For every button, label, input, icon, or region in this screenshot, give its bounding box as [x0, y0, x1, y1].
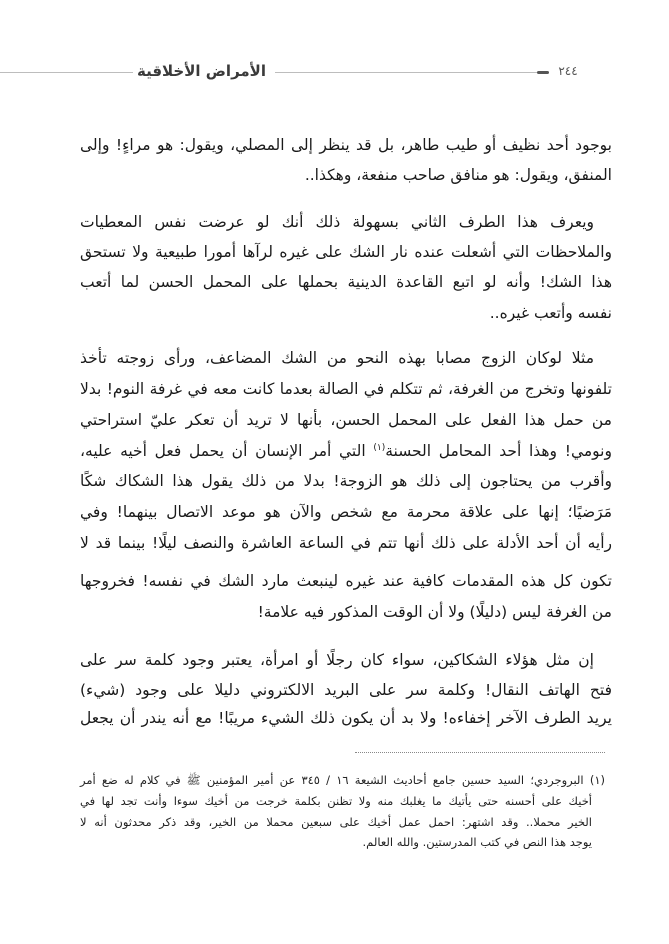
header-rule-left [0, 72, 133, 73]
text-line: ويعرف هذا الطرف الثاني بسهولة ذلك أنك لو عرضت نفس المعطيات [80, 213, 594, 231]
text-line: فتح الهاتف النقال! وكلمة سر على البريد الالكتروني دليلا على وجود (شيء) [80, 681, 612, 699]
footnote-separator [355, 752, 605, 753]
text-line: مَرَضيًا؛ إنها على علاقة محرمة مع شخص والآن هو موعد الاتصال بينهما! وفي [80, 503, 612, 521]
running-title: الأمراض الأخلاقية [136, 62, 266, 80]
header-rule-right [275, 72, 545, 73]
text-line: والملاحظات التي أشعلت عنده نار الشك على غيره لرآها أمورا طبيعية ولا تستحق [80, 243, 612, 261]
footnote-line: يوجد هذا النص في كتب المدرستين. والله العالم. [362, 835, 592, 849]
text-line: وأقرب من يحتاجون إلى ذلك هو الزوجة! بدلا من ذلك يقول هذا الشكاك شكًا [80, 472, 612, 490]
text-line: تكون كل هذه المقدمات كافية عند غيره لينبعث مارد الشك في نفسه! فخروجها [80, 572, 612, 590]
text-line: من حمل هذا الفعل على المحمل الحسن، بأنها لا تريد أن تعكر عليّ استراحتي [80, 411, 612, 429]
text-line: نفسه وأتعب غيره.. [489, 304, 612, 322]
text-line: من الغرفة ليس (دليلًا) ولا أن الوقت المذكور فيه علامة! [257, 603, 612, 621]
text-segment: التي أمر الإنسان أن يحمل فعل أخيه عليه، [80, 442, 374, 460]
text-line: المنفق، ويقول: هو منافق صاحب منفعة، وهكذا.. [304, 166, 612, 184]
footnote-line: أخيك على أحسنه حتى يأتيك ما يغلبك منه ولا تظنن بكلمة خرجت من أخيك سوءا وأنت تجد لها في [80, 794, 592, 808]
header-rule-bar [537, 71, 549, 74]
footnote-reference[interactable]: (١) [373, 442, 386, 453]
text-line: مثلا لوكان الزوج مصابا بهذه النحو من الشك المضاعف، ورأى زوجته تأخذ [80, 349, 594, 367]
footnote-line: الخير محملا.. وقد اشتهر: احمل عمل أخيك على سبعين محملا من الخير، وقد ذكر محدثون أنه لا [80, 815, 592, 829]
text-segment: ونومي! وهذا أحد المحامل الحسنة [385, 442, 612, 460]
footnote-line: (١) البروجردي؛ السيد حسين جامع أحاديث الشيعة ١٦ / ٣٤٥ عن أمير المؤمنين ﷺ في كلام له ضع أمر [80, 773, 606, 787]
text-line: هذا الشك! وأنه لو اتبع القاعدة الدينية بحملها على المحمل الحسن لما أتعب [80, 273, 612, 291]
text-line: بوجود أحد نظيف أو طيب طاهر، بل قد ينظر إلى المصلي، ويقول: هو مراءٍ! وإلى [80, 136, 612, 154]
text-line: رأيه أن أحد الأدلة على ذلك أنها تتم في الساعة العاشرة والنصف ليلًا! بينما قد لا [80, 534, 612, 552]
text-line: إن مثل هؤلاء الشكاكين، سواء كان رجلًا أو امرأة، يعتبر وجود كلمة سر على [80, 651, 594, 669]
text-line: تلفونها وتخرج من الغرفة، ثم تتكلم في الصالة بعدما كانت معه في غرفة النوم! بدلا [80, 380, 612, 398]
text-line [80, 436, 612, 466]
text-line: يريد الطرف الآخر إخفاءه! ولا بد أن يكون ذلك الشيء مريبًا! مع أنه يندر أن يجعل [80, 709, 612, 727]
page-number: ٢٤٤ [558, 64, 578, 78]
